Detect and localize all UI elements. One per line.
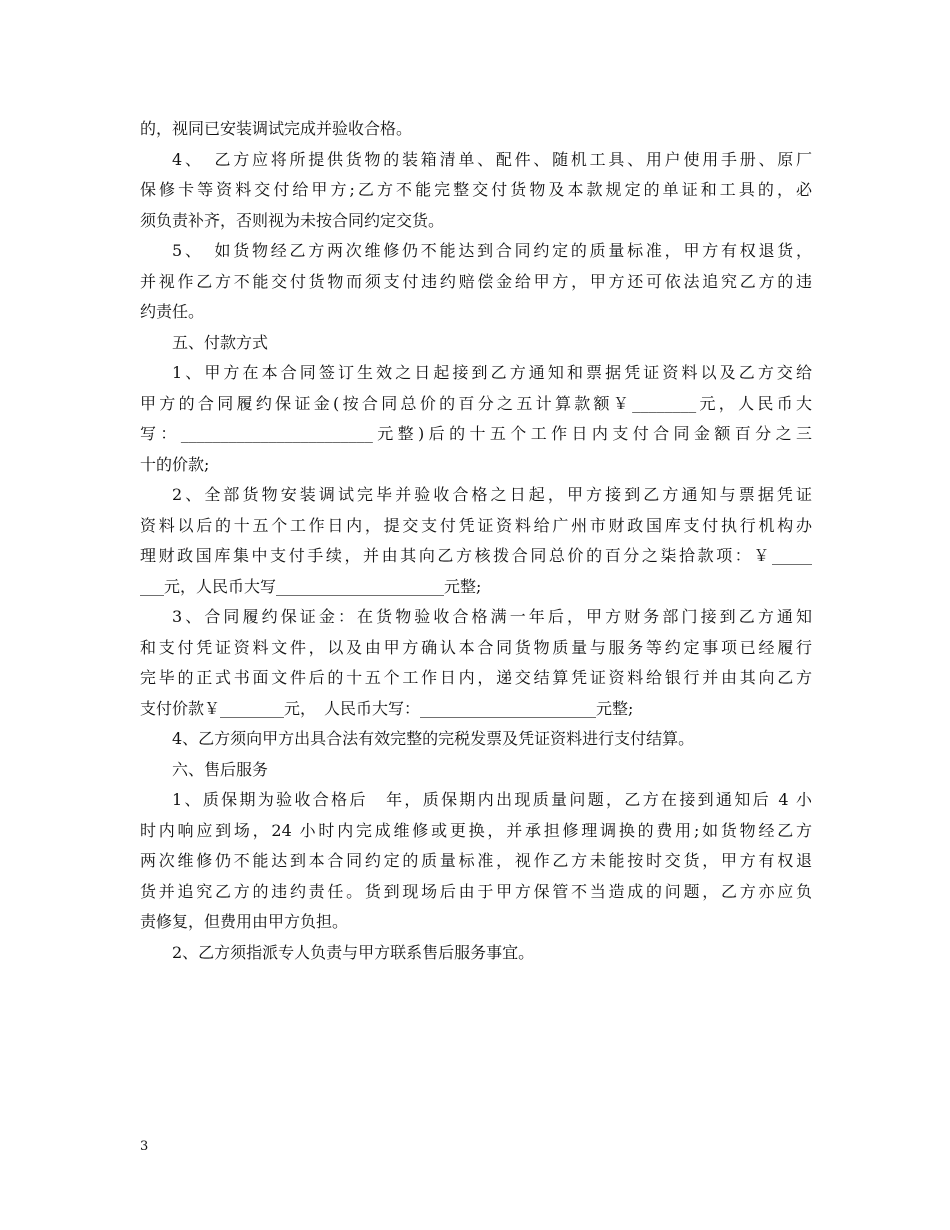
text-line: 须负责补齐，否则视为未按合同约定交货。 — [140, 210, 445, 230]
text-line: 4、乙方须向甲方出具合法有效完整的完税发票及凭证资料进行支付结算。 — [172, 729, 695, 748]
text-line: 责修复，但费用由甲方负担。 — [140, 912, 349, 931]
text-line: 甲方的合同履约保证金(按合同总价的百分之五计算款额￥________元，人民币大 — [140, 393, 812, 413]
text-line: 1、质保期为验收合格后 年，质保期内出现质量问题，乙方在接到通知后 4 小 — [172, 790, 812, 809]
text-line: 五、付款方式 — [172, 332, 269, 352]
text-line: 的，视同已安装调试完成并验收合格。 — [140, 119, 413, 138]
text-line: 货并追究乙方的违约责任。货到现场后由于甲方保管不当造成的问题，乙方亦应负 — [140, 881, 812, 901]
text-line: 1、甲方在本合同签订生效之日起接到乙方通知和票据凭证资料以及乙方交给 — [172, 363, 812, 382]
text-line: 时内响应到场，24 小时内完成维修或更换，并承担修理调换的费用;如货物经乙方 — [140, 820, 812, 840]
text-line: 支付价款￥________元， 人民币大写：______________________元整; — [140, 698, 634, 718]
text-line: 六、售后服务 — [172, 759, 269, 779]
text-line: 3、合同履约保证金：在货物验收合格满一年后，甲方财务部门接到乙方通知 — [172, 607, 812, 626]
page-number: 3 — [140, 1139, 149, 1154]
text-line: 写：________________________元整)后的十五个工作日内支付合同金额百分之三 — [140, 424, 812, 443]
text-line: 两次维修仍不能达到本合同约定的质量标准，视作乙方未能按时交货，甲方有权退 — [140, 851, 812, 870]
text-line: 和支付凭证资料文件，以及由甲方确认本合同货物质量与服务等约定事项已经履行 — [140, 637, 812, 657]
text-line: 2、全部货物安装调试完毕并验收合格之日起，甲方接到乙方通知与票据凭证 — [172, 485, 812, 504]
text-line: 4、 乙方应将所提供货物的装箱清单、配件、随机工具、用户使用手册、原厂 — [172, 149, 812, 169]
text-line: 资料以后的十五个工作日内，提交支付凭证资料给广州市财政国库支付执行机构办 — [140, 515, 812, 535]
document-body — [140, 114, 812, 968]
text-line: 并视作乙方不能交付货物而须支付违约赔偿金给甲方，甲方还可依法追究乙方的违 — [140, 271, 812, 291]
text-line: ___元，人民币大写_____________________元整; — [140, 576, 482, 596]
text-line: 5、 如货物经乙方两次维修仍不能达到合同约定的质量标准，甲方有权退货， — [172, 241, 812, 260]
text-line: 完毕的正式书面文件后的十五个工作日内，递交结算凭证资料给银行并由其向乙方 — [140, 668, 812, 687]
text-line: 理财政国库集中支付手续，并由其向乙方核拨合同总价的百分之柒拾款项：￥_____ — [140, 546, 812, 565]
text-line: 十的价款; — [140, 454, 210, 474]
text-line: 约责任。 — [140, 302, 205, 321]
text-line: 保修卡等资料交付给甲方;乙方不能完整交付货物及本款规定的单证和工具的，必 — [140, 180, 812, 199]
text-line: 2、乙方须指派专人负责与甲方联系售后服务事宜。 — [172, 942, 535, 962]
